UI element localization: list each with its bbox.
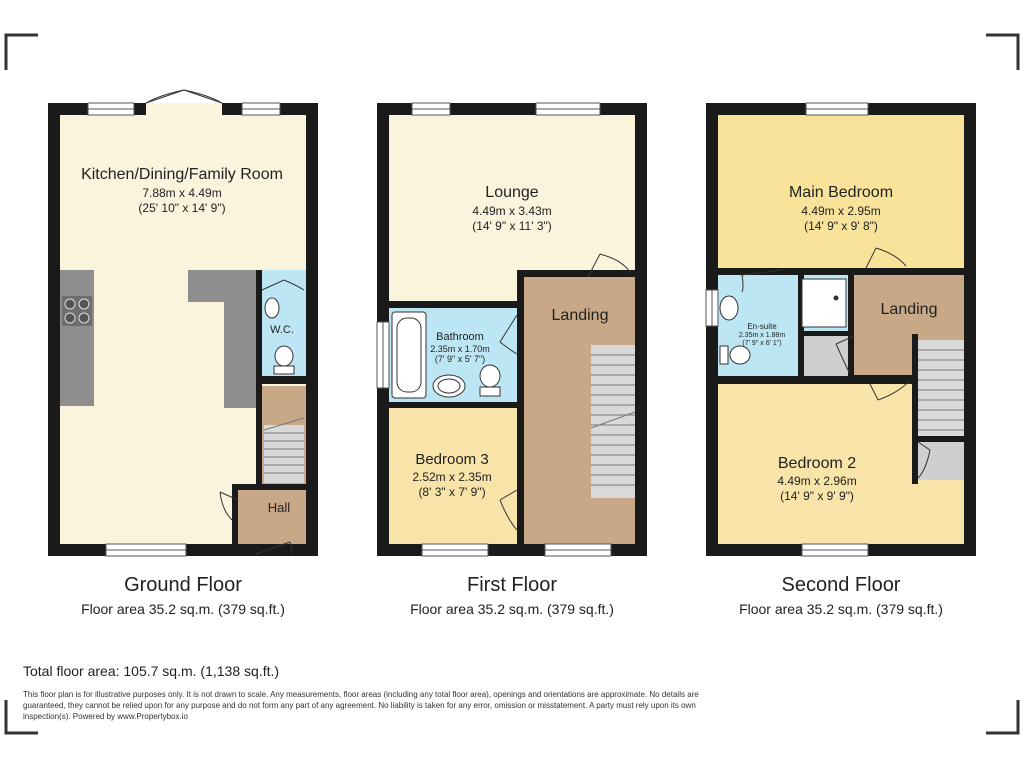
basin-icon <box>265 298 279 318</box>
main-bedroom-imperial: (14' 9" x 9' 8") <box>804 219 878 233</box>
bedroom3-name: Bedroom 3 <box>415 451 489 468</box>
second-floor-title: Second Floor <box>781 574 901 596</box>
total-floor-area: Total floor area: 105.7 sq.m. (1,138 sq.ft.) <box>23 663 280 679</box>
hall-floor <box>238 490 306 544</box>
bedroom3-imperial: (8' 3" x 7' 9") <box>418 485 486 499</box>
main-bedroom-metric: 4.49m x 2.95m <box>801 204 881 218</box>
bedroom3-metric: 2.52m x 2.35m <box>412 470 492 484</box>
kitchen-imperial: (25' 10" x 14' 9") <box>138 201 226 215</box>
ensuite-toilet-icon <box>720 346 750 364</box>
first-floor-title: First Floor <box>467 574 557 596</box>
toilet-icon <box>274 346 294 374</box>
lounge-metric: 4.49m x 3.43m <box>472 204 552 218</box>
first-floor-area: Floor area 35.2 sq.m. (379 sq.ft.) <box>410 601 614 617</box>
second-floor-area: Floor area 35.2 sq.m. (379 sq.ft.) <box>739 601 943 617</box>
bathroom-name: Bathroom <box>436 331 484 343</box>
lounge-name: Lounge <box>485 184 539 201</box>
bathroom-toilet-icon <box>480 365 500 396</box>
bedroom2-name: Bedroom 2 <box>777 455 857 472</box>
ground-floor-area: Floor area 35.2 sq.m. (379 sq.ft.) <box>81 601 285 617</box>
ground-stairs <box>264 418 304 483</box>
ground-floor-title: Ground Floor <box>124 574 242 596</box>
ensuite-metric: 2.35m x 1.88m <box>738 332 786 339</box>
hall-name: Hall <box>267 500 291 515</box>
ensuite-basin-icon <box>720 296 738 320</box>
bath-icon <box>392 312 426 398</box>
french-door-icon <box>146 90 222 115</box>
second-stairs <box>918 340 964 436</box>
disclaimer: This floor plan is for illustrative purposes only. It is not drawn to scale. Any measurements, floor areas (including any total floor area), openings and orientations are approximate. No details are guaranteed, they cannot be relied upon for any purpose and do not form any part of any agreement. No liability is taken for any error, omission or misstatement. A party must rely upon its own inspection(s). Powered by www.Propertybox.io <box>23 690 699 721</box>
main-bedroom-name: Main Bedroom <box>788 184 894 201</box>
shower-icon <box>802 279 846 327</box>
kitchen-metric: 7.88m x 4.49m <box>142 186 222 200</box>
second-landing-name: Landing <box>880 301 938 318</box>
bathroom-basin-icon <box>433 375 465 397</box>
ground-floor-plan <box>48 90 318 556</box>
cupboard-bedroom2 <box>918 442 964 480</box>
bedroom2-imperial: (14' 9" x 9' 9") <box>780 489 854 503</box>
first-landing-name: Landing <box>551 307 609 324</box>
first-stairs <box>591 345 635 498</box>
wc-name: W.C. <box>270 324 294 336</box>
kitchen-counter-left <box>60 270 94 406</box>
ensuite-imperial: (7' 9" x 6' 1") <box>742 340 782 347</box>
ensuite-name: En-suite <box>747 322 777 331</box>
kitchen-name: Kitchen/Dining/Family Room <box>81 166 283 183</box>
bedroom2-metric: 4.49m x 2.96m <box>777 474 857 488</box>
hob-icon <box>62 296 92 326</box>
bathroom-imperial: (7' 9" x 5' 7") <box>434 354 486 364</box>
bathroom-metric: 2.35m x 1.70m <box>430 344 490 354</box>
lounge-imperial: (14' 9" x 11' 3") <box>472 219 552 233</box>
